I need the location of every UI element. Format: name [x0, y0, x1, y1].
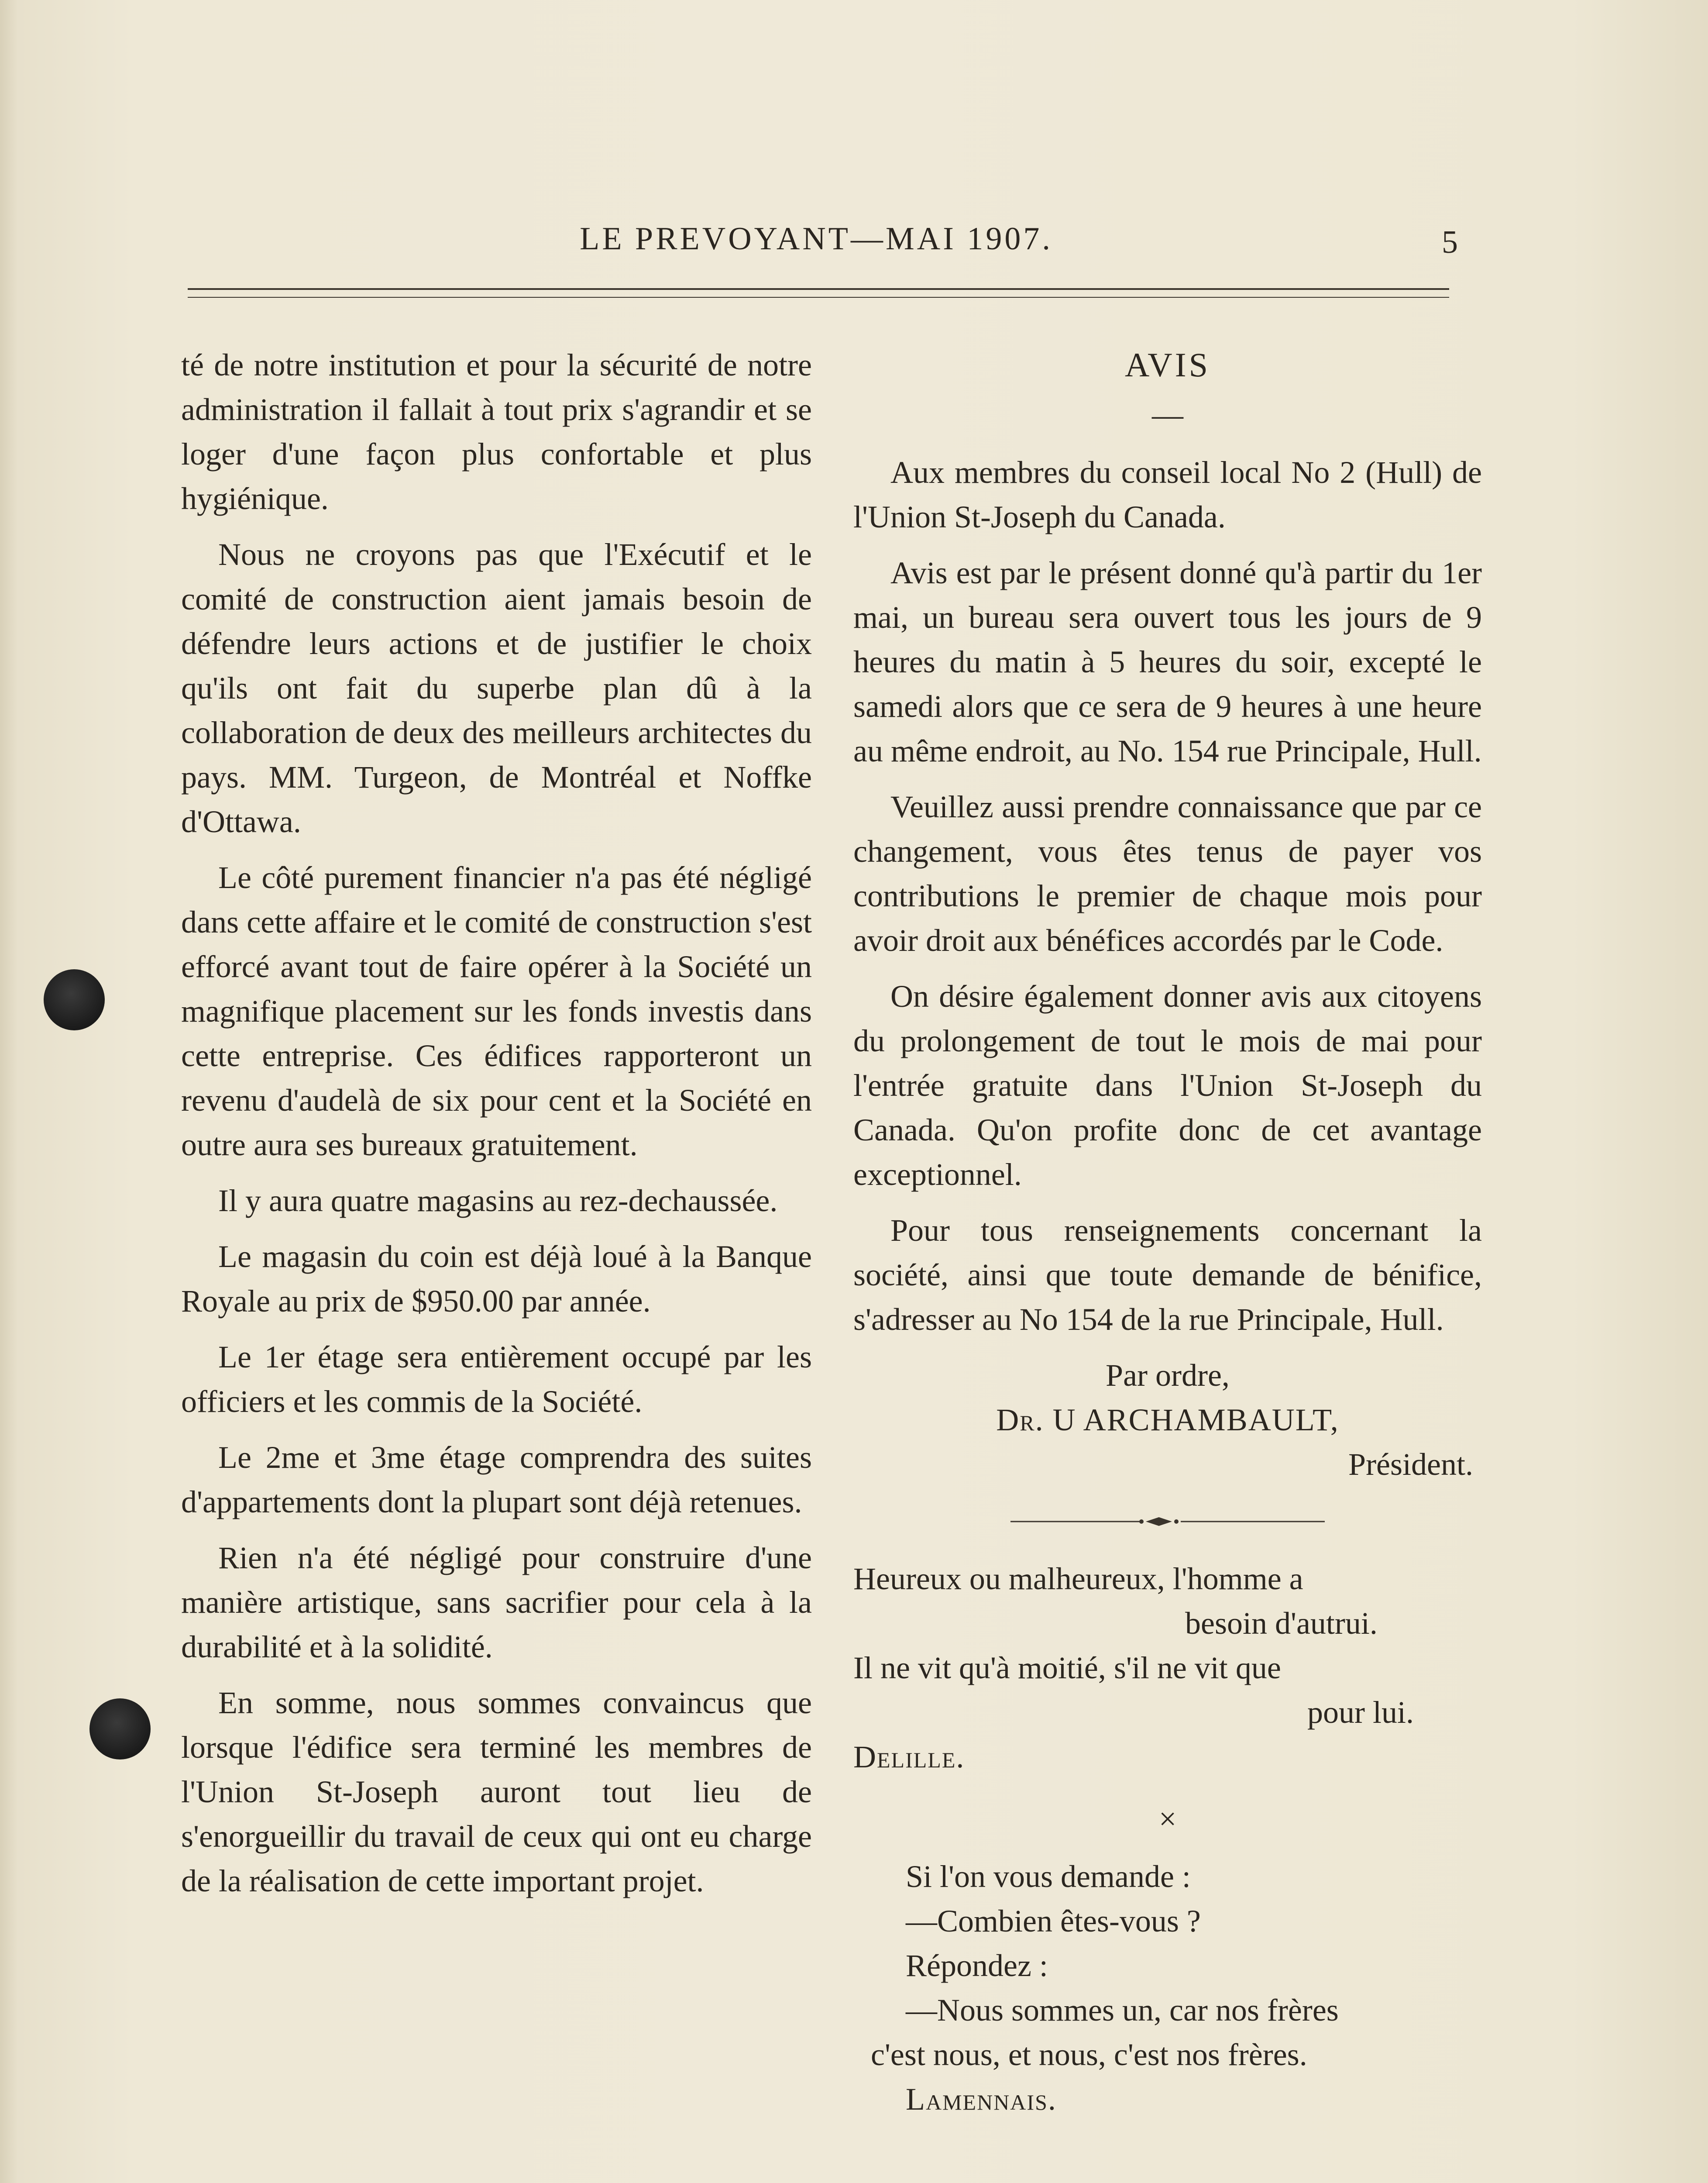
avis-address: Aux membres du conseil local No 2 (Hull) de l'Union St-Joseph du Canada.: [853, 455, 1482, 534]
avis-paragraph: Veuillez aussi prendre connaissance que par ce changement, vous êtes tenus de payer vos contributions le premier de chaque mois pour avoir droit aux bénéfices accordés par le Code.: [853, 789, 1482, 958]
left-paragraph: Nous ne croyons pas que l'Exécutif et le comité de construction aient jamais besoin de défendre leurs actions et de justifier le choix qu'ils ont fait du superbe plan dû à la collaboration de deux des meilleurs architectes du pays. MM. Turgeon, de Montréal et Noffke d'Ottawa.: [181, 537, 812, 839]
separator-mark: ×: [1158, 1801, 1177, 1836]
quote-line: pour lui.: [1307, 1695, 1414, 1730]
left-paragraph: té de notre institution et pour la sécurité de notre administration il fallait à tout prix s'agrandir et se loger d'une façon plus confortable et plus hygiénique.: [181, 348, 812, 516]
quote-line: Il ne vit qu'à moitié, s'il ne vit que: [853, 1650, 1281, 1685]
quote-line: —Nous sommes un, car nos frères: [906, 1993, 1339, 2028]
left-column: [181, 343, 812, 1914]
left-paragraph: Le magasin du coin est déjà loué à la Banque Royale au prix de $950.00 par année.: [181, 1239, 812, 1319]
quote-line: besoin d'autrui.: [1185, 1606, 1378, 1641]
quote-delille: [853, 1556, 1482, 1779]
left-paragraph: En somme, nous sommes convaincus que lorsque l'édifice sera terminé les membres de l'Union St-Joseph auront tout lieu de s'enorgueillir du travail de ceux qui ont eu charge de la réalisation de cette important projet.: [181, 1685, 812, 1898]
avis-order: Par ordre,: [1106, 1358, 1230, 1393]
left-paragraph: Le côté purement financier n'a pas été négligé dans cette affaire et le comité de construction s'est efforcé avant tout de faire opérer à la Société un magnifique placement sur les fonds investis dans cette entreprise. Ces édifices rapporteront un revenu d'audelà de six pour cent et la Société en outre aura ses bureaux gratuitement.: [181, 860, 812, 1162]
right-column: [853, 343, 1482, 2121]
quote-line: Heureux ou malheureux, l'homme a: [853, 1561, 1303, 1596]
quote-line: Si l'on vous demande :: [906, 1859, 1191, 1894]
page-number: 5: [1442, 224, 1458, 260]
avis-role: Président.: [1348, 1447, 1473, 1482]
avis-dash: —: [1152, 397, 1183, 432]
avis-paragraph: Avis est par le présent donné qu'à partir du 1er mai, un bureau sera ouvert tous les jours de 9 heures du matin à 5 heures du soir, excepté le samedi alors que ce sera de 9 heures à une heure au même endroit, au No. 154 rue Principale, Hull.: [853, 555, 1482, 768]
quote-lamennais: [853, 1854, 1482, 2121]
page-fold-shadow: [0, 0, 17, 2183]
quote-author: Delille.: [853, 1739, 965, 1774]
header-rule-bottom: [188, 297, 1449, 298]
punch-hole-lower: [89, 1698, 151, 1759]
page-header: [183, 220, 1458, 260]
quote-line: c'est nous, et nous, c'est nos frères.: [871, 2037, 1307, 2072]
avis-paragraph: On désire également donner avis aux citoyens du prolongement de tout le mois de mai pour l'entrée gratuite dans l'Union St-Joseph du Canada. Qu'on profite donc de cet avantage exceptionnel.: [853, 979, 1482, 1192]
avis-signature: Dr. U ARCHAMBAULT,: [996, 1402, 1339, 1437]
running-title: LE PREVOYANT—MAI 1907.: [580, 221, 1053, 257]
left-paragraph: Le 1er étage sera entièrement occupé par les officiers et les commis de la Société.: [181, 1339, 812, 1419]
left-paragraph: Rien n'a été négligé pour construire d'une manière artistique, sans sacrifier pour cela à la durabilité et à la solidité.: [181, 1540, 812, 1664]
avis-paragraph: Pour tous renseignements concernant la société, ainsi que toute demande de bénifice, s'adresser au No 154 de la rue Principale, Hull.: [853, 1213, 1482, 1337]
ornament-divider: [1010, 1513, 1325, 1530]
header-rule-top: [188, 288, 1449, 290]
left-paragraph: Le 2me et 3me étage comprendra des suites d'appartements dont la plupart sont déjà retenues.: [181, 1440, 812, 1519]
quote-line: Répondez :: [906, 1948, 1048, 1983]
avis-heading: AVIS: [1125, 346, 1210, 384]
quote-author: Lamennais.: [906, 2082, 1057, 2117]
left-paragraph: Il y aura quatre magasins au rez-dechaussée.: [218, 1183, 778, 1218]
quote-line: —Combien êtes-vous ?: [906, 1904, 1201, 1939]
punch-hole-upper: [44, 969, 105, 1030]
